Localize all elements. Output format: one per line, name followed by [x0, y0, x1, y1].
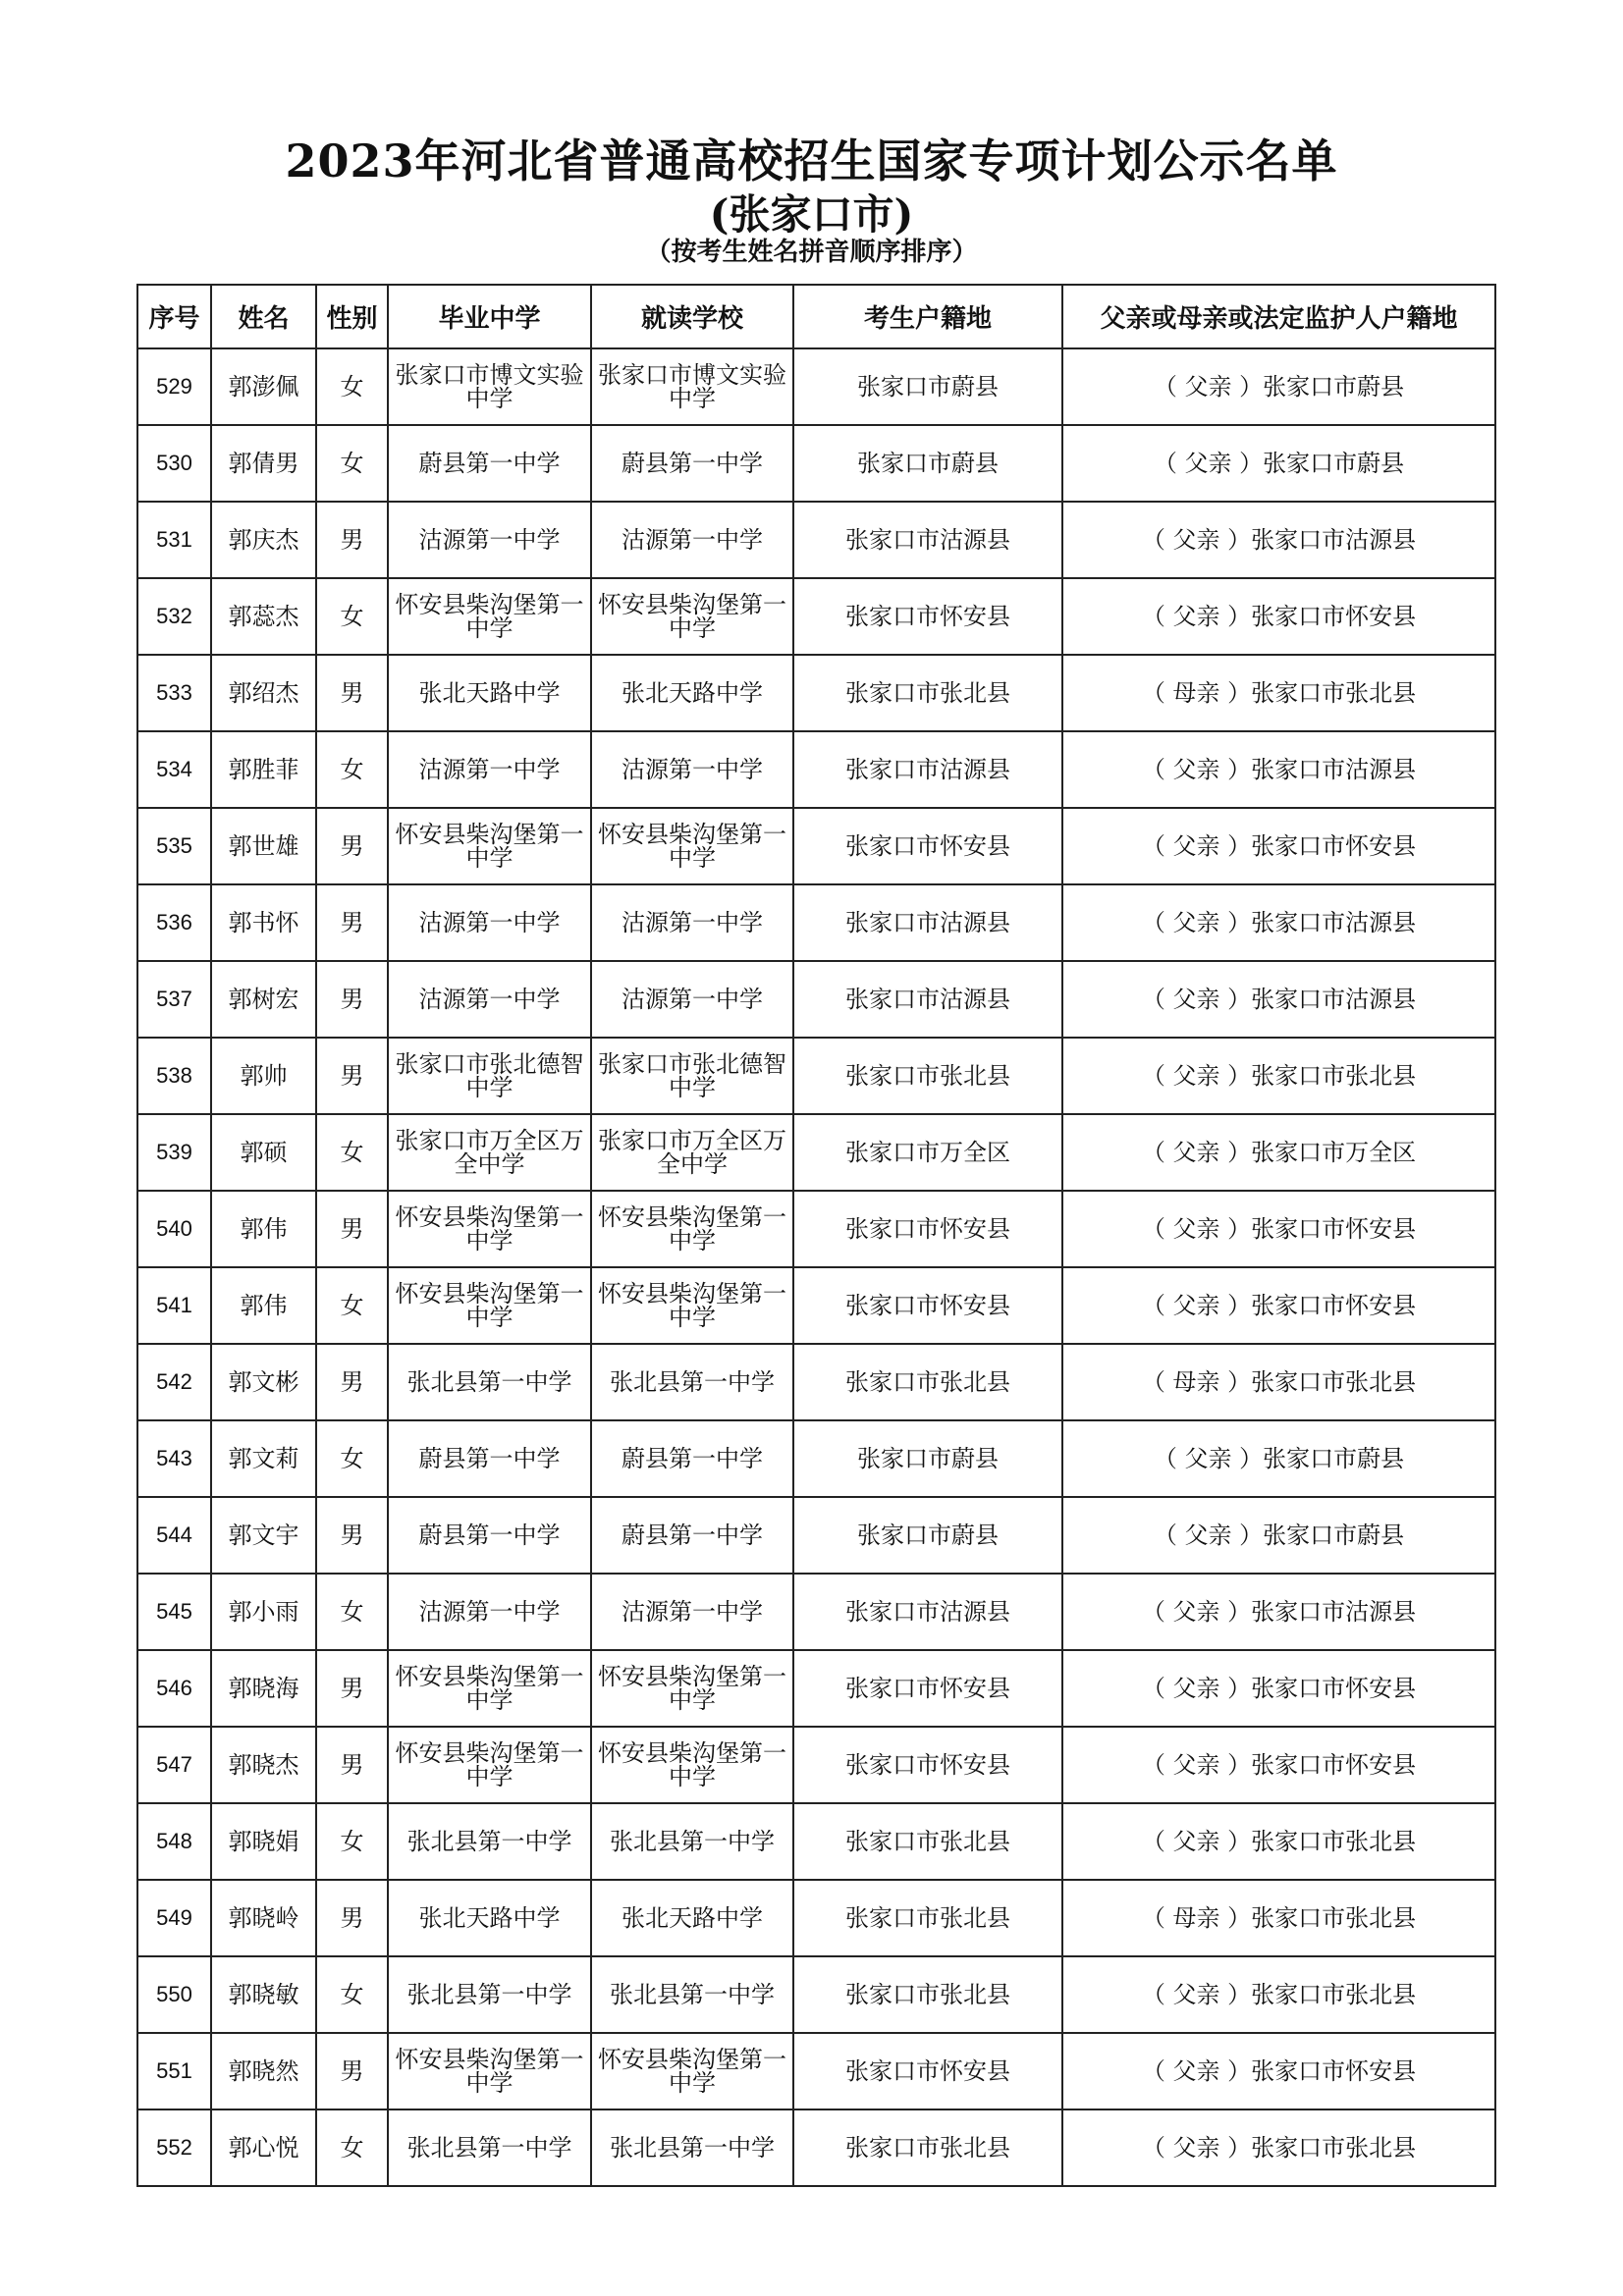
row-gender-cell: 男	[316, 1038, 388, 1114]
row-hukou-cell: 张家口市蔚县	[793, 348, 1062, 425]
header-study-school: 就读学校	[591, 285, 793, 348]
row-study-school-cell: 张北县第一中学	[591, 1803, 793, 1880]
row-hukou-cell: 张家口市怀安县	[793, 578, 1062, 655]
row-guardian-cell: （ 父亲 ）张家口市蔚县	[1062, 1497, 1495, 1574]
row-hukou-cell: 张家口市张北县	[793, 1880, 1062, 1956]
row-name-cell: 郭硕	[211, 1114, 316, 1191]
row-study-school-cell: 沽源第一中学	[591, 1574, 793, 1650]
row-no-cell: 541	[137, 1267, 211, 1344]
row-gender-cell: 男	[316, 655, 388, 731]
row-name-cell: 郭书怀	[211, 884, 316, 961]
row-gender-cell: 女	[316, 1956, 388, 2033]
row-study-school-cell: 张北县第一中学	[591, 2109, 793, 2186]
row-grad-school-cell: 张北县第一中学	[388, 1344, 591, 1420]
row-gender-cell: 女	[316, 2109, 388, 2186]
row-gender-cell: 男	[316, 961, 388, 1038]
row-grad-school-cell: 张北县第一中学	[388, 2109, 591, 2186]
table-row	[137, 1803, 1495, 1880]
row-hukou-cell: 张家口市沽源县	[793, 502, 1062, 578]
row-study-school-cell: 怀安县柴沟堡第一中学	[591, 1650, 793, 1727]
row-no-cell: 529	[137, 348, 211, 425]
row-name-cell: 郭小雨	[211, 1574, 316, 1650]
row-guardian-cell: （ 父亲 ）张家口市张北县	[1062, 1956, 1495, 2033]
document-title: 2023年河北省普通高校招生国家专项计划公示名单	[285, 134, 1338, 187]
row-guardian-cell: （ 父亲 ）张家口市沽源县	[1062, 1574, 1495, 1650]
row-hukou-cell: 张家口市张北县	[793, 1344, 1062, 1420]
row-study-school-cell: 怀安县柴沟堡第一中学	[591, 808, 793, 884]
row-no-cell: 533	[137, 655, 211, 731]
row-study-school-cell: 张家口市博文实验中学	[591, 348, 793, 425]
row-grad-school-cell: 怀安县柴沟堡第一中学	[388, 1267, 591, 1344]
row-study-school-cell: 张北县第一中学	[591, 1956, 793, 2033]
row-no-cell: 532	[137, 578, 211, 655]
table-row	[137, 1420, 1495, 1497]
table-row	[137, 1727, 1495, 1803]
row-hukou-cell: 张家口市张北县	[793, 1803, 1062, 1880]
row-hukou-cell: 张家口市张北县	[793, 2109, 1062, 2186]
header-guardian-hukou: 父亲或母亲或法定监护人户籍地	[1062, 285, 1495, 348]
row-grad-school-cell: 沽源第一中学	[388, 961, 591, 1038]
table-body	[137, 348, 1495, 2186]
row-no-cell: 539	[137, 1114, 211, 1191]
row-guardian-cell: （ 父亲 ）张家口市怀安县	[1062, 578, 1495, 655]
row-name-cell: 郭澎佩	[211, 348, 316, 425]
row-guardian-cell: （ 母亲 ）张家口市张北县	[1062, 1344, 1495, 1420]
row-study-school-cell: 蔚县第一中学	[591, 425, 793, 502]
row-gender-cell: 女	[316, 1267, 388, 1344]
table-row	[137, 1038, 1495, 1114]
row-guardian-cell: （ 父亲 ）张家口市沽源县	[1062, 961, 1495, 1038]
row-grad-school-cell: 张北县第一中学	[388, 1956, 591, 2033]
table-row	[137, 1497, 1495, 1574]
row-hukou-cell: 张家口市怀安县	[793, 2033, 1062, 2109]
row-guardian-cell: （ 母亲 ）张家口市张北县	[1062, 1880, 1495, 1956]
table-header-row	[137, 285, 1495, 348]
table-row	[137, 1191, 1495, 1267]
table-row	[137, 1574, 1495, 1650]
row-no-cell: 545	[137, 1574, 211, 1650]
row-gender-cell: 男	[316, 1727, 388, 1803]
row-no-cell: 538	[137, 1038, 211, 1114]
row-grad-school-cell: 怀安县柴沟堡第一中学	[388, 1650, 591, 1727]
row-gender-cell: 男	[316, 1880, 388, 1956]
row-guardian-cell: （ 父亲 ）张家口市张北县	[1062, 2109, 1495, 2186]
row-no-cell: 544	[137, 1497, 211, 1574]
row-guardian-cell: （ 父亲 ）张家口市蔚县	[1062, 348, 1495, 425]
row-guardian-cell: （ 母亲 ）张家口市张北县	[1062, 655, 1495, 731]
row-gender-cell: 女	[316, 1114, 388, 1191]
row-hukou-cell: 张家口市蔚县	[793, 425, 1062, 502]
row-grad-school-cell: 怀安县柴沟堡第一中学	[388, 1727, 591, 1803]
row-no-cell: 546	[137, 1650, 211, 1727]
row-grad-school-cell: 怀安县柴沟堡第一中学	[388, 1191, 591, 1267]
row-guardian-cell: （ 父亲 ）张家口市怀安县	[1062, 2033, 1495, 2109]
row-grad-school-cell: 怀安县柴沟堡第一中学	[388, 2033, 591, 2109]
row-hukou-cell: 张家口市蔚县	[793, 1497, 1062, 1574]
row-gender-cell: 男	[316, 1191, 388, 1267]
row-hukou-cell: 张家口市沽源县	[793, 1574, 1062, 1650]
row-guardian-cell: （ 父亲 ）张家口市张北县	[1062, 1038, 1495, 1114]
row-name-cell: 郭晓杰	[211, 1727, 316, 1803]
row-guardian-cell: （ 父亲 ）张家口市张北县	[1062, 1803, 1495, 1880]
row-guardian-cell: （ 父亲 ）张家口市沽源县	[1062, 502, 1495, 578]
row-no-cell: 552	[137, 2109, 211, 2186]
row-grad-school-cell: 蔚县第一中学	[388, 1497, 591, 1574]
row-name-cell: 郭心悦	[211, 2109, 316, 2186]
row-grad-school-cell: 沽源第一中学	[388, 502, 591, 578]
row-grad-school-cell: 张家口市张北德智中学	[388, 1038, 591, 1114]
row-study-school-cell: 沽源第一中学	[591, 731, 793, 808]
header-grad-school: 毕业中学	[388, 285, 591, 348]
row-study-school-cell: 沽源第一中学	[591, 961, 793, 1038]
table-row	[137, 961, 1495, 1038]
row-name-cell: 郭晓岭	[211, 1880, 316, 1956]
row-hukou-cell: 张家口市沽源县	[793, 731, 1062, 808]
table-row	[137, 2033, 1495, 2109]
table-row	[137, 655, 1495, 731]
row-no-cell: 549	[137, 1880, 211, 1956]
row-gender-cell: 女	[316, 578, 388, 655]
row-study-school-cell: 沽源第一中学	[591, 884, 793, 961]
sort-note: （按考生姓名拼音顺序排序）	[645, 238, 978, 267]
row-gender-cell: 女	[316, 1803, 388, 1880]
row-gender-cell: 男	[316, 884, 388, 961]
row-hukou-cell: 张家口市沽源县	[793, 961, 1062, 1038]
row-gender-cell: 男	[316, 808, 388, 884]
table-row	[137, 731, 1495, 808]
row-no-cell: 548	[137, 1803, 211, 1880]
row-study-school-cell: 沽源第一中学	[591, 502, 793, 578]
row-guardian-cell: （ 父亲 ）张家口市怀安县	[1062, 808, 1495, 884]
row-study-school-cell: 怀安县柴沟堡第一中学	[591, 2033, 793, 2109]
row-no-cell: 534	[137, 731, 211, 808]
row-hukou-cell: 张家口市怀安县	[793, 1650, 1062, 1727]
row-hukou-cell: 张家口市蔚县	[793, 1420, 1062, 1497]
row-name-cell: 郭蕊杰	[211, 578, 316, 655]
row-study-school-cell: 怀安县柴沟堡第一中学	[591, 578, 793, 655]
row-name-cell: 郭文彬	[211, 1344, 316, 1420]
row-grad-school-cell: 沽源第一中学	[388, 1574, 591, 1650]
row-name-cell: 郭胜菲	[211, 731, 316, 808]
row-grad-school-cell: 张北天路中学	[388, 655, 591, 731]
row-guardian-cell: （ 父亲 ）张家口市万全区	[1062, 1114, 1495, 1191]
row-no-cell: 540	[137, 1191, 211, 1267]
row-hukou-cell: 张家口市张北县	[793, 1038, 1062, 1114]
table-row	[137, 502, 1495, 578]
row-name-cell: 郭晓敏	[211, 1956, 316, 2033]
row-hukou-cell: 张家口市怀安县	[793, 1727, 1062, 1803]
row-hukou-cell: 张家口市怀安县	[793, 1191, 1062, 1267]
table-row	[137, 1650, 1495, 1727]
row-name-cell: 郭庆杰	[211, 502, 316, 578]
row-no-cell: 535	[137, 808, 211, 884]
document-subtitle: (张家口市)	[709, 190, 914, 239]
row-name-cell: 郭树宏	[211, 961, 316, 1038]
row-gender-cell: 男	[316, 1344, 388, 1420]
header-name: 姓名	[211, 285, 316, 348]
row-gender-cell: 男	[316, 1497, 388, 1574]
row-name-cell: 郭倩男	[211, 425, 316, 502]
row-name-cell: 郭帅	[211, 1038, 316, 1114]
row-hukou-cell: 张家口市怀安县	[793, 808, 1062, 884]
row-hukou-cell: 张家口市万全区	[793, 1114, 1062, 1191]
table-row	[137, 2109, 1495, 2186]
row-study-school-cell: 怀安县柴沟堡第一中学	[591, 1267, 793, 1344]
row-gender-cell: 女	[316, 1420, 388, 1497]
table-row	[137, 578, 1495, 655]
row-study-school-cell: 蔚县第一中学	[591, 1497, 793, 1574]
row-name-cell: 郭文莉	[211, 1420, 316, 1497]
row-guardian-cell: （ 父亲 ）张家口市蔚县	[1062, 425, 1495, 502]
row-grad-school-cell: 沽源第一中学	[388, 884, 591, 961]
header-hukou: 考生户籍地	[793, 285, 1062, 348]
row-guardian-cell: （ 父亲 ）张家口市怀安县	[1062, 1191, 1495, 1267]
row-study-school-cell: 张家口市张北德智中学	[591, 1038, 793, 1114]
row-guardian-cell: （ 父亲 ）张家口市怀安县	[1062, 1267, 1495, 1344]
table-row	[137, 1267, 1495, 1344]
row-hukou-cell: 张家口市张北县	[793, 1956, 1062, 2033]
row-no-cell: 551	[137, 2033, 211, 2109]
table-row	[137, 1344, 1495, 1420]
header-gender: 性别	[316, 285, 388, 348]
row-name-cell: 郭伟	[211, 1267, 316, 1344]
row-study-school-cell: 张北天路中学	[591, 1880, 793, 1956]
row-gender-cell: 女	[316, 348, 388, 425]
row-guardian-cell: （ 父亲 ）张家口市沽源县	[1062, 884, 1495, 961]
table-row	[137, 425, 1495, 502]
table-row	[137, 348, 1495, 425]
row-no-cell: 531	[137, 502, 211, 578]
table-row	[137, 1956, 1495, 2033]
row-study-school-cell: 张家口市万全区万全中学	[591, 1114, 793, 1191]
row-guardian-cell: （ 父亲 ）张家口市怀安县	[1062, 1650, 1495, 1727]
row-gender-cell: 女	[316, 1574, 388, 1650]
row-name-cell: 郭晓娟	[211, 1803, 316, 1880]
row-hukou-cell: 张家口市怀安县	[793, 1267, 1062, 1344]
row-hukou-cell: 张家口市张北县	[793, 655, 1062, 731]
row-hukou-cell: 张家口市沽源县	[793, 884, 1062, 961]
table-row	[137, 1880, 1495, 1956]
row-gender-cell: 女	[316, 731, 388, 808]
row-name-cell: 郭晓海	[211, 1650, 316, 1727]
row-grad-school-cell: 怀安县柴沟堡第一中学	[388, 578, 591, 655]
row-grad-school-cell: 张家口市万全区万全中学	[388, 1114, 591, 1191]
row-grad-school-cell: 怀安县柴沟堡第一中学	[388, 808, 591, 884]
row-grad-school-cell: 蔚县第一中学	[388, 425, 591, 502]
row-gender-cell: 男	[316, 1650, 388, 1727]
row-no-cell: 536	[137, 884, 211, 961]
row-no-cell: 530	[137, 425, 211, 502]
row-grad-school-cell: 沽源第一中学	[388, 731, 591, 808]
row-no-cell: 542	[137, 1344, 211, 1420]
row-grad-school-cell: 张北天路中学	[388, 1880, 591, 1956]
row-no-cell: 537	[137, 961, 211, 1038]
row-study-school-cell: 怀安县柴沟堡第一中学	[591, 1727, 793, 1803]
row-guardian-cell: （ 父亲 ）张家口市沽源县	[1062, 731, 1495, 808]
row-name-cell: 郭晓然	[211, 2033, 316, 2109]
header-no: 序号	[137, 285, 211, 348]
row-name-cell: 郭绍杰	[211, 655, 316, 731]
row-gender-cell: 男	[316, 2033, 388, 2109]
row-no-cell: 543	[137, 1420, 211, 1497]
row-no-cell: 550	[137, 1956, 211, 2033]
row-grad-school-cell: 张家口市博文实验中学	[388, 348, 591, 425]
row-name-cell: 郭世雄	[211, 808, 316, 884]
table-row	[137, 884, 1495, 961]
row-guardian-cell: （ 父亲 ）张家口市怀安县	[1062, 1727, 1495, 1803]
table-row	[137, 808, 1495, 884]
row-name-cell: 郭伟	[211, 1191, 316, 1267]
row-study-school-cell: 蔚县第一中学	[591, 1420, 793, 1497]
row-gender-cell: 女	[316, 425, 388, 502]
row-no-cell: 547	[137, 1727, 211, 1803]
row-study-school-cell: 怀安县柴沟堡第一中学	[591, 1191, 793, 1267]
student-list-table	[136, 284, 1496, 2187]
row-grad-school-cell: 张北县第一中学	[388, 1803, 591, 1880]
table-row	[137, 1114, 1495, 1191]
row-gender-cell: 男	[316, 502, 388, 578]
row-guardian-cell: （ 父亲 ）张家口市蔚县	[1062, 1420, 1495, 1497]
row-study-school-cell: 张北县第一中学	[591, 1344, 793, 1420]
row-study-school-cell: 张北天路中学	[591, 655, 793, 731]
row-grad-school-cell: 蔚县第一中学	[388, 1420, 591, 1497]
row-name-cell: 郭文宇	[211, 1497, 316, 1574]
